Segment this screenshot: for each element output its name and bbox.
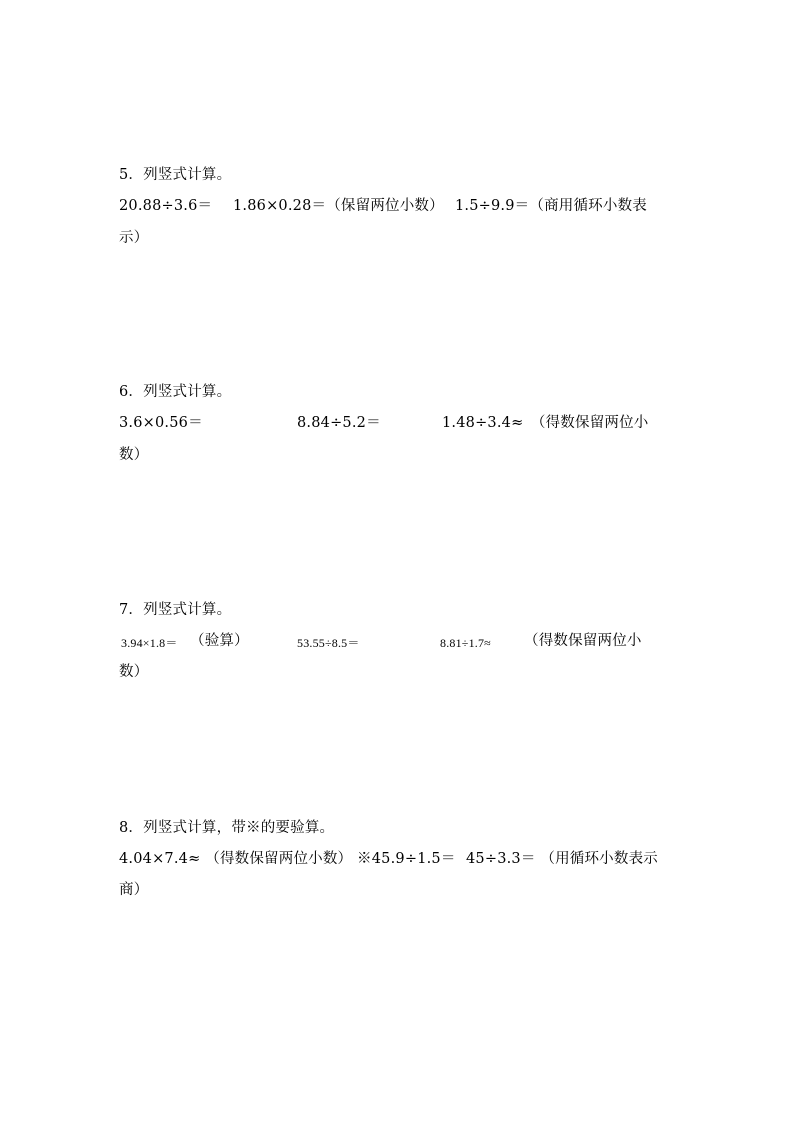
problem-7-item-1-check: （验算） (190, 633, 249, 649)
problem-7-item-2: 53.55÷8.5＝ (297, 636, 360, 650)
problem-5-heading: 5．列竖式计算。 (119, 167, 232, 183)
problem-7-heading: 7．列竖式计算。 (119, 602, 232, 618)
problem-7-wrap: 数） (119, 664, 149, 680)
problem-6-heading: 6．列竖式计算。 (119, 384, 232, 400)
problem-8-item-1: 4.04×7.4≈ （得数保留两位小数） ※45.9÷1.5＝ (119, 851, 456, 867)
problem-6-item-2: 8.84÷5.2＝ (297, 415, 381, 431)
problem-6-wrap: 数） (119, 447, 149, 463)
problem-5-item-3: 1.5÷9.9＝（商用循环小数表 (455, 198, 647, 214)
problem-5-item-1: 20.88÷3.6＝ (119, 198, 213, 214)
problem-6-item-3: 1.48÷3.4≈ （得数保留两位小 (442, 415, 649, 431)
problem-8-heading: 8．列竖式计算，带※的要验算。 (119, 820, 335, 836)
problem-6-item-1: 3.6×0.56＝ (119, 415, 203, 431)
problem-7-item-1: 3.94×1.8＝ (121, 636, 178, 650)
problem-8-wrap: 商） (119, 882, 149, 898)
problem-8-item-2: 45÷3.3＝ （用循环小数表示 (466, 851, 658, 867)
problem-5-item-2: 1.86×0.28＝（保留两位小数） (233, 198, 444, 214)
problem-7-item-3: 8.81÷1.7≈ (440, 636, 491, 650)
problem-5-wrap: 示） (119, 230, 149, 246)
problem-7-item-3-note: （得数保留两位小 (524, 633, 642, 649)
